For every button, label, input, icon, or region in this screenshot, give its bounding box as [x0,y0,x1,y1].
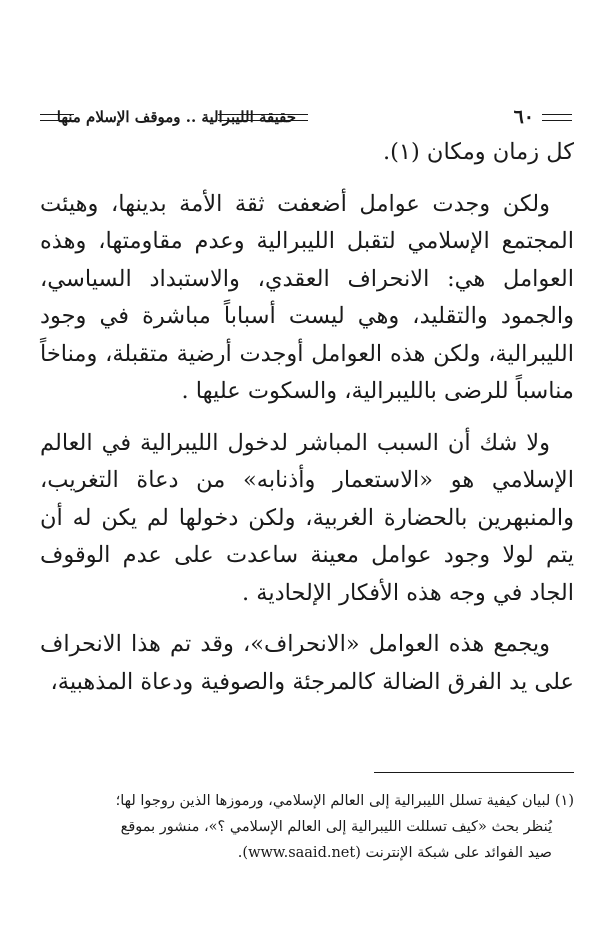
paragraph: ويجمع هذه العوامل «الانحراف»، وقد تم هذا الانحراف على يد الفرق الضالة كالمرجئة والصوفية ودعاة المذهبية، [40,631,574,695]
footnote-line [40,840,574,866]
page-header [40,104,574,130]
paragraph: ولا شك أن السبب المباشر لدخول الليبرالية في العالم الإسلامي هو «الاستعمار وأذنابه» من دعاة التغريب، والمنبهرين بالحضارة الغربية، ولكن دخولها لم يكن له أن يتم لولا وجود عوامل معينة ساعدت على عدم الوقوف الجاد في وجه هذه الأفكار الإلحادية . [40,429,574,606]
footnotes [40,788,574,866]
footnote-url[interactable]: www.saaid.net [248,845,356,861]
footnote-line: يُنظر بحث «كيف تسللت الليبرالية إلى العالم الإسلامي ؟»، منشور بموقع [120,819,552,835]
main-text [40,134,574,715]
running-title: حقيقة الليبرالية .. وموقف الإسلام منها [56,108,296,126]
footnote-line: (١) لبيان كيفية تسلل الليبرالية إلى العالم الإسلامي، ورموزها الذين روجوا لها؛ [115,793,574,809]
paragraph: كل زمان ومكان (١). [382,139,574,165]
header-rule [40,114,74,121]
page-number: ٦٠ [513,106,534,128]
footnote-separator [374,772,574,773]
footnote-text: ). [237,845,249,861]
header-rule [542,114,572,121]
footnote-text: صيد الفوائد على شبكة الإنترنت ( [355,845,552,861]
paragraph: ولكن وجدت عوامل أضعفت ثقة الأمة بدينها، وهيئت المجتمع الإسلامي لتقبل الليبرالية وعدم مقاومتها، وهذه العوامل هي: الانحراف العقدي، والاستبداد السياسي، والجمود والتقليد، وهي ليست أسباباً مباشرة في وجود الليبرالية، ولكن هذه العوامل أوجدت أرضية متقبلة، ومناخاً مناسباً للرضى بالليبرالية، والسكوت عليها . [40,190,574,404]
